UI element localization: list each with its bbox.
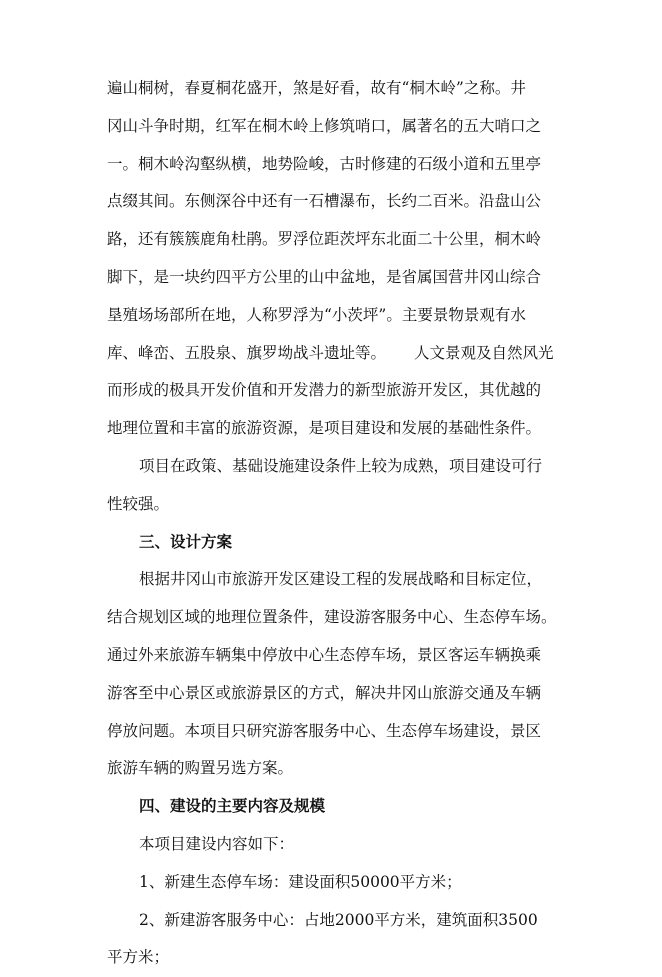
paragraph-segment: 人文景观及自然风光 [414, 343, 554, 362]
paragraph-line: 结合规划区域的地理位置条件，建设游客服务中心、生态停车场。 [107, 608, 557, 627]
paragraph-line: 点缀其间。东侧深谷中还有一石槽瀑布，长约二百米。沿盘山公 [107, 192, 542, 211]
list-item: 2、新建游客服务中心：占地2000平方米，建筑面积3500 [139, 910, 538, 929]
paragraph-line: 根据井冈山市旅游开发区建设工程的发展战略和目标定位， [139, 570, 543, 589]
paragraph-line: 本项目建设内容如下： [139, 834, 295, 853]
section-heading: 四、建设的主要内容及规模 [139, 797, 326, 816]
document-body [107, 70, 577, 977]
paragraph-line: 脚下，是一块约四平方公里的山中盆地，是省属国营井冈山综合 [107, 267, 542, 286]
paragraph-line: 旅游车辆的购置另选方案。 [107, 759, 294, 778]
paragraph-line: 项目在政策、基础设施建设条件上较为成熟，项目建设可行 [139, 456, 543, 475]
paragraph-line: 通过外来旅游车辆集中停放中心生态停车场，景区客运车辆换乘 [107, 645, 542, 664]
paragraph-line: 游客至中心景区或旅游景区的方式，解决井冈山旅游交通及车辆 [107, 683, 542, 702]
section-heading: 三、设计方案 [139, 532, 233, 551]
paragraph-line [107, 335, 577, 373]
paragraph-line: 一。桐木岭沟壑纵横，地势险峻，古时修建的石级小道和五里亭 [107, 154, 542, 173]
paragraph-line: 冈山斗争时期，红军在桐木岭上修筑哨口，属著名的五大哨口之 [107, 116, 542, 135]
paragraph-line: 性较强。 [107, 494, 170, 513]
paragraph-segment: 库、峰峦、五股泉、旗罗坳战斗遗址等。 [107, 343, 387, 362]
paragraph-line: 停放问题。本项目只研究游客服务中心、生态停车场建设，景区 [107, 721, 542, 740]
paragraph-line: 垦殖场场部所在地，人称罗浮为“小茨坪”。主要景物景观有水 [107, 305, 526, 324]
paragraph-line: 而形成的极具开发价值和开发潜力的新型旅游开发区，其优越的 [107, 381, 542, 400]
list-item: 1、新建生态停车场：建设面积50000平方米； [139, 872, 462, 891]
paragraph-line: 遍山桐树，春夏桐花盛开，煞是好看，故有“桐木岭”之称。井 [107, 79, 526, 97]
paragraph-line: 地理位置和丰富的旅游资源，是项目建设和发展的基础性条件。 [107, 419, 542, 438]
list-item-continuation: 平方米； [107, 948, 170, 967]
paragraph-line: 路，还有簇簇鹿角杜鹃。罗浮位距茨坪东北面二十公里，桐木岭 [107, 230, 542, 249]
